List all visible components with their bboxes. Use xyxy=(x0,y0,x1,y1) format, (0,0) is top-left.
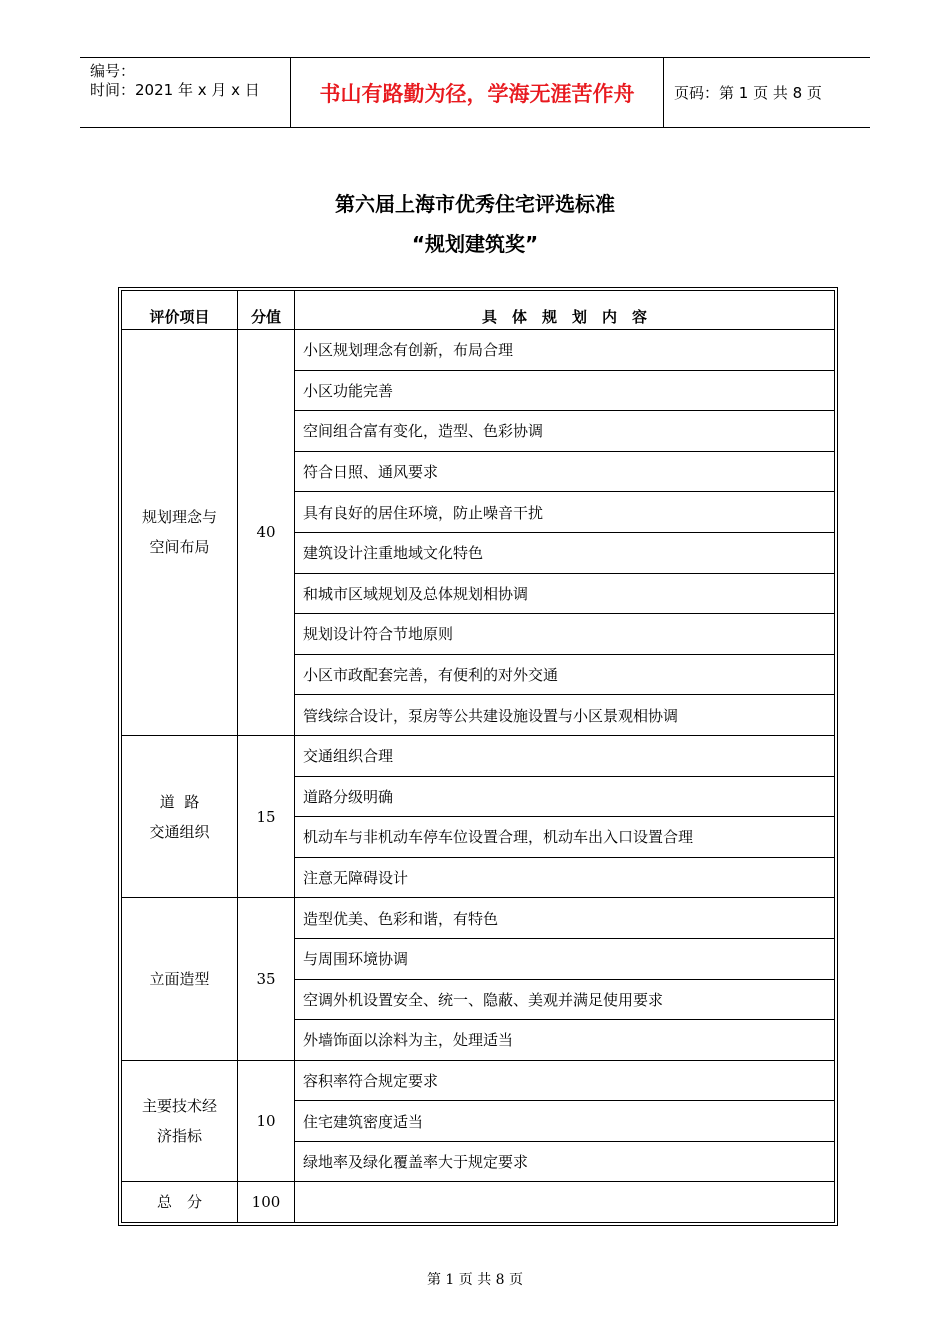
criteria-item: 空间组合富有变化，造型、色彩协调 xyxy=(295,411,835,452)
category-cell xyxy=(122,898,238,1060)
criteria-item: 交通组织合理 xyxy=(295,735,835,776)
criteria-item: 建筑设计注重地域文化特色 xyxy=(295,532,835,573)
criteria-item: 空调外机设置安全、统一、隐蔽、美观并满足使用要求 xyxy=(295,979,835,1020)
criteria-item: 符合日照、通风要求 xyxy=(295,451,835,492)
criteria-item: 具有良好的居住环境，防止噪音干扰 xyxy=(295,492,835,533)
criteria-item: 容积率符合规定要求 xyxy=(295,1060,835,1101)
time-label: 时间：2021 年 x 月 x 日 xyxy=(90,81,260,99)
table-row xyxy=(122,898,835,939)
criteria-item: 注意无障碍设计 xyxy=(295,857,835,898)
criteria-item: 与周围环境协调 xyxy=(295,938,835,979)
document-title: 第六届上海市优秀住宅评选标准 xyxy=(335,192,615,216)
table-header-row xyxy=(122,291,835,330)
criteria-item: 管线综合设计，泵房等公共建设施设置与小区景观相协调 xyxy=(295,695,835,736)
header-page-info: 页码：第 1 页 共 8 页 xyxy=(674,84,822,102)
criteria-item: 小区规划理念有创新，布局合理 xyxy=(295,330,835,371)
category-label-line: 道 路 xyxy=(159,792,200,811)
criteria-item: 和城市区域规划及总体规划相协调 xyxy=(295,573,835,614)
category-cell xyxy=(122,1060,238,1182)
score-cell: 35 xyxy=(238,898,295,1060)
category-label-line: 规划理念与 xyxy=(141,508,217,527)
document-subtitle: “规划建筑奖” xyxy=(411,232,539,256)
score-cell: 10 xyxy=(238,1060,295,1182)
criteria-table xyxy=(121,290,835,1223)
table-row xyxy=(122,330,835,371)
criteria-item: 机动车与非机动车停车位设置合理，机动车出入口设置合理 xyxy=(295,817,835,858)
category-label-line: 空间布局 xyxy=(149,538,210,557)
criteria-item: 外墙饰面以涂料为主，处理适当 xyxy=(295,1020,835,1061)
category-cell xyxy=(122,330,238,736)
criteria-item: 造型优美、色彩和谐，有特色 xyxy=(295,898,835,939)
category-label-line: 济指标 xyxy=(156,1127,202,1146)
header-content: 具 体 规 划 内 容 xyxy=(295,291,835,330)
score-cell: 40 xyxy=(238,330,295,736)
number-label: 编号： xyxy=(90,62,136,80)
total-label: 总 分 xyxy=(122,1182,238,1223)
criteria-item: 小区功能完善 xyxy=(295,370,835,411)
criteria-item: 道路分级明确 xyxy=(295,776,835,817)
header-score: 分值 xyxy=(238,291,295,330)
criteria-item: 住宅建筑密度适当 xyxy=(295,1101,835,1142)
header-category: 评价项目 xyxy=(122,291,238,330)
criteria-item: 绿地率及绿化覆盖率大于规定要求 xyxy=(295,1141,835,1182)
category-label-line: 主要技术经 xyxy=(141,1097,217,1116)
criteria-item: 小区市政配套完善，有便利的对外交通 xyxy=(295,654,835,695)
criteria-table-frame xyxy=(118,287,838,1226)
total-row xyxy=(122,1182,835,1223)
table-row xyxy=(122,735,835,776)
header-motto: 书山有路勤为径，学海无涯苦作舟 xyxy=(291,58,664,127)
category-label-line: 交通组织 xyxy=(149,822,210,841)
category-cell xyxy=(122,735,238,897)
page-footer: 第 1 页 共 8 页 xyxy=(426,1272,524,1288)
document-header xyxy=(80,57,870,128)
criteria-item: 规划设计符合节地原则 xyxy=(295,614,835,655)
score-cell: 15 xyxy=(238,735,295,897)
table-row xyxy=(122,1060,835,1101)
header-meta xyxy=(80,58,291,127)
total-score: 100 xyxy=(238,1182,295,1223)
category-label-line: 立面造型 xyxy=(149,970,210,988)
table-body xyxy=(122,330,835,1223)
total-content-empty xyxy=(295,1182,835,1223)
